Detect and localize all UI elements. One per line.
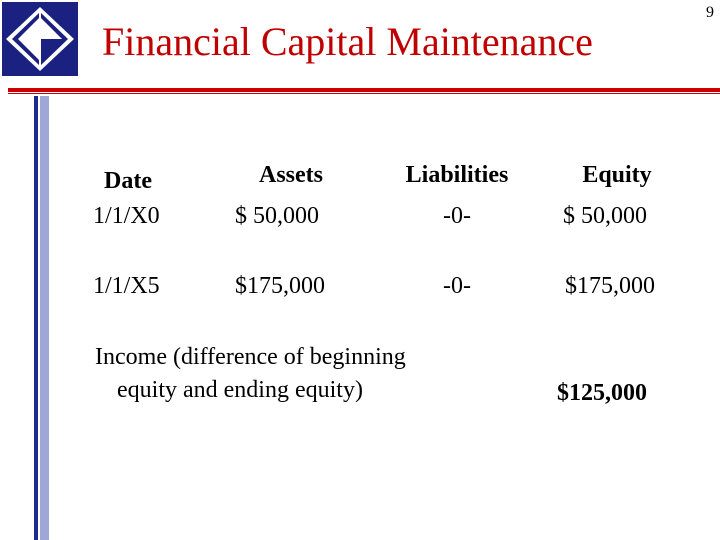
left-accent-bar-dark xyxy=(34,96,38,540)
slide-title: Financial Capital Maintenance xyxy=(102,19,593,64)
logo xyxy=(2,2,78,76)
row1-equity: $ 50,000 xyxy=(563,203,647,229)
title-rule xyxy=(8,88,720,92)
income-value: $125,000 xyxy=(557,380,647,406)
row2-assets: $175,000 xyxy=(235,273,325,299)
row2-date: 1/1/X5 xyxy=(93,273,160,299)
row1-date: 1/1/X0 xyxy=(93,203,160,229)
row1-assets: $ 50,000 xyxy=(235,203,319,229)
diamond-emblem-icon xyxy=(2,2,78,76)
left-accent-bar-light xyxy=(40,96,49,540)
income-label-line2: equity and ending equity) xyxy=(117,377,363,403)
row2-equity: $175,000 xyxy=(565,273,655,299)
header-date: Date xyxy=(104,168,152,194)
row2-liabilities: -0- xyxy=(443,273,471,299)
header-liabilities: Liabilities xyxy=(405,162,509,188)
income-label-line1: Income (difference of beginning xyxy=(95,344,406,370)
header-equity: Equity xyxy=(582,162,652,188)
title-rule-thin xyxy=(8,93,720,94)
row1-liabilities: -0- xyxy=(443,203,471,229)
header-assets: Assets xyxy=(259,162,323,188)
page-number: 9 xyxy=(706,4,714,21)
